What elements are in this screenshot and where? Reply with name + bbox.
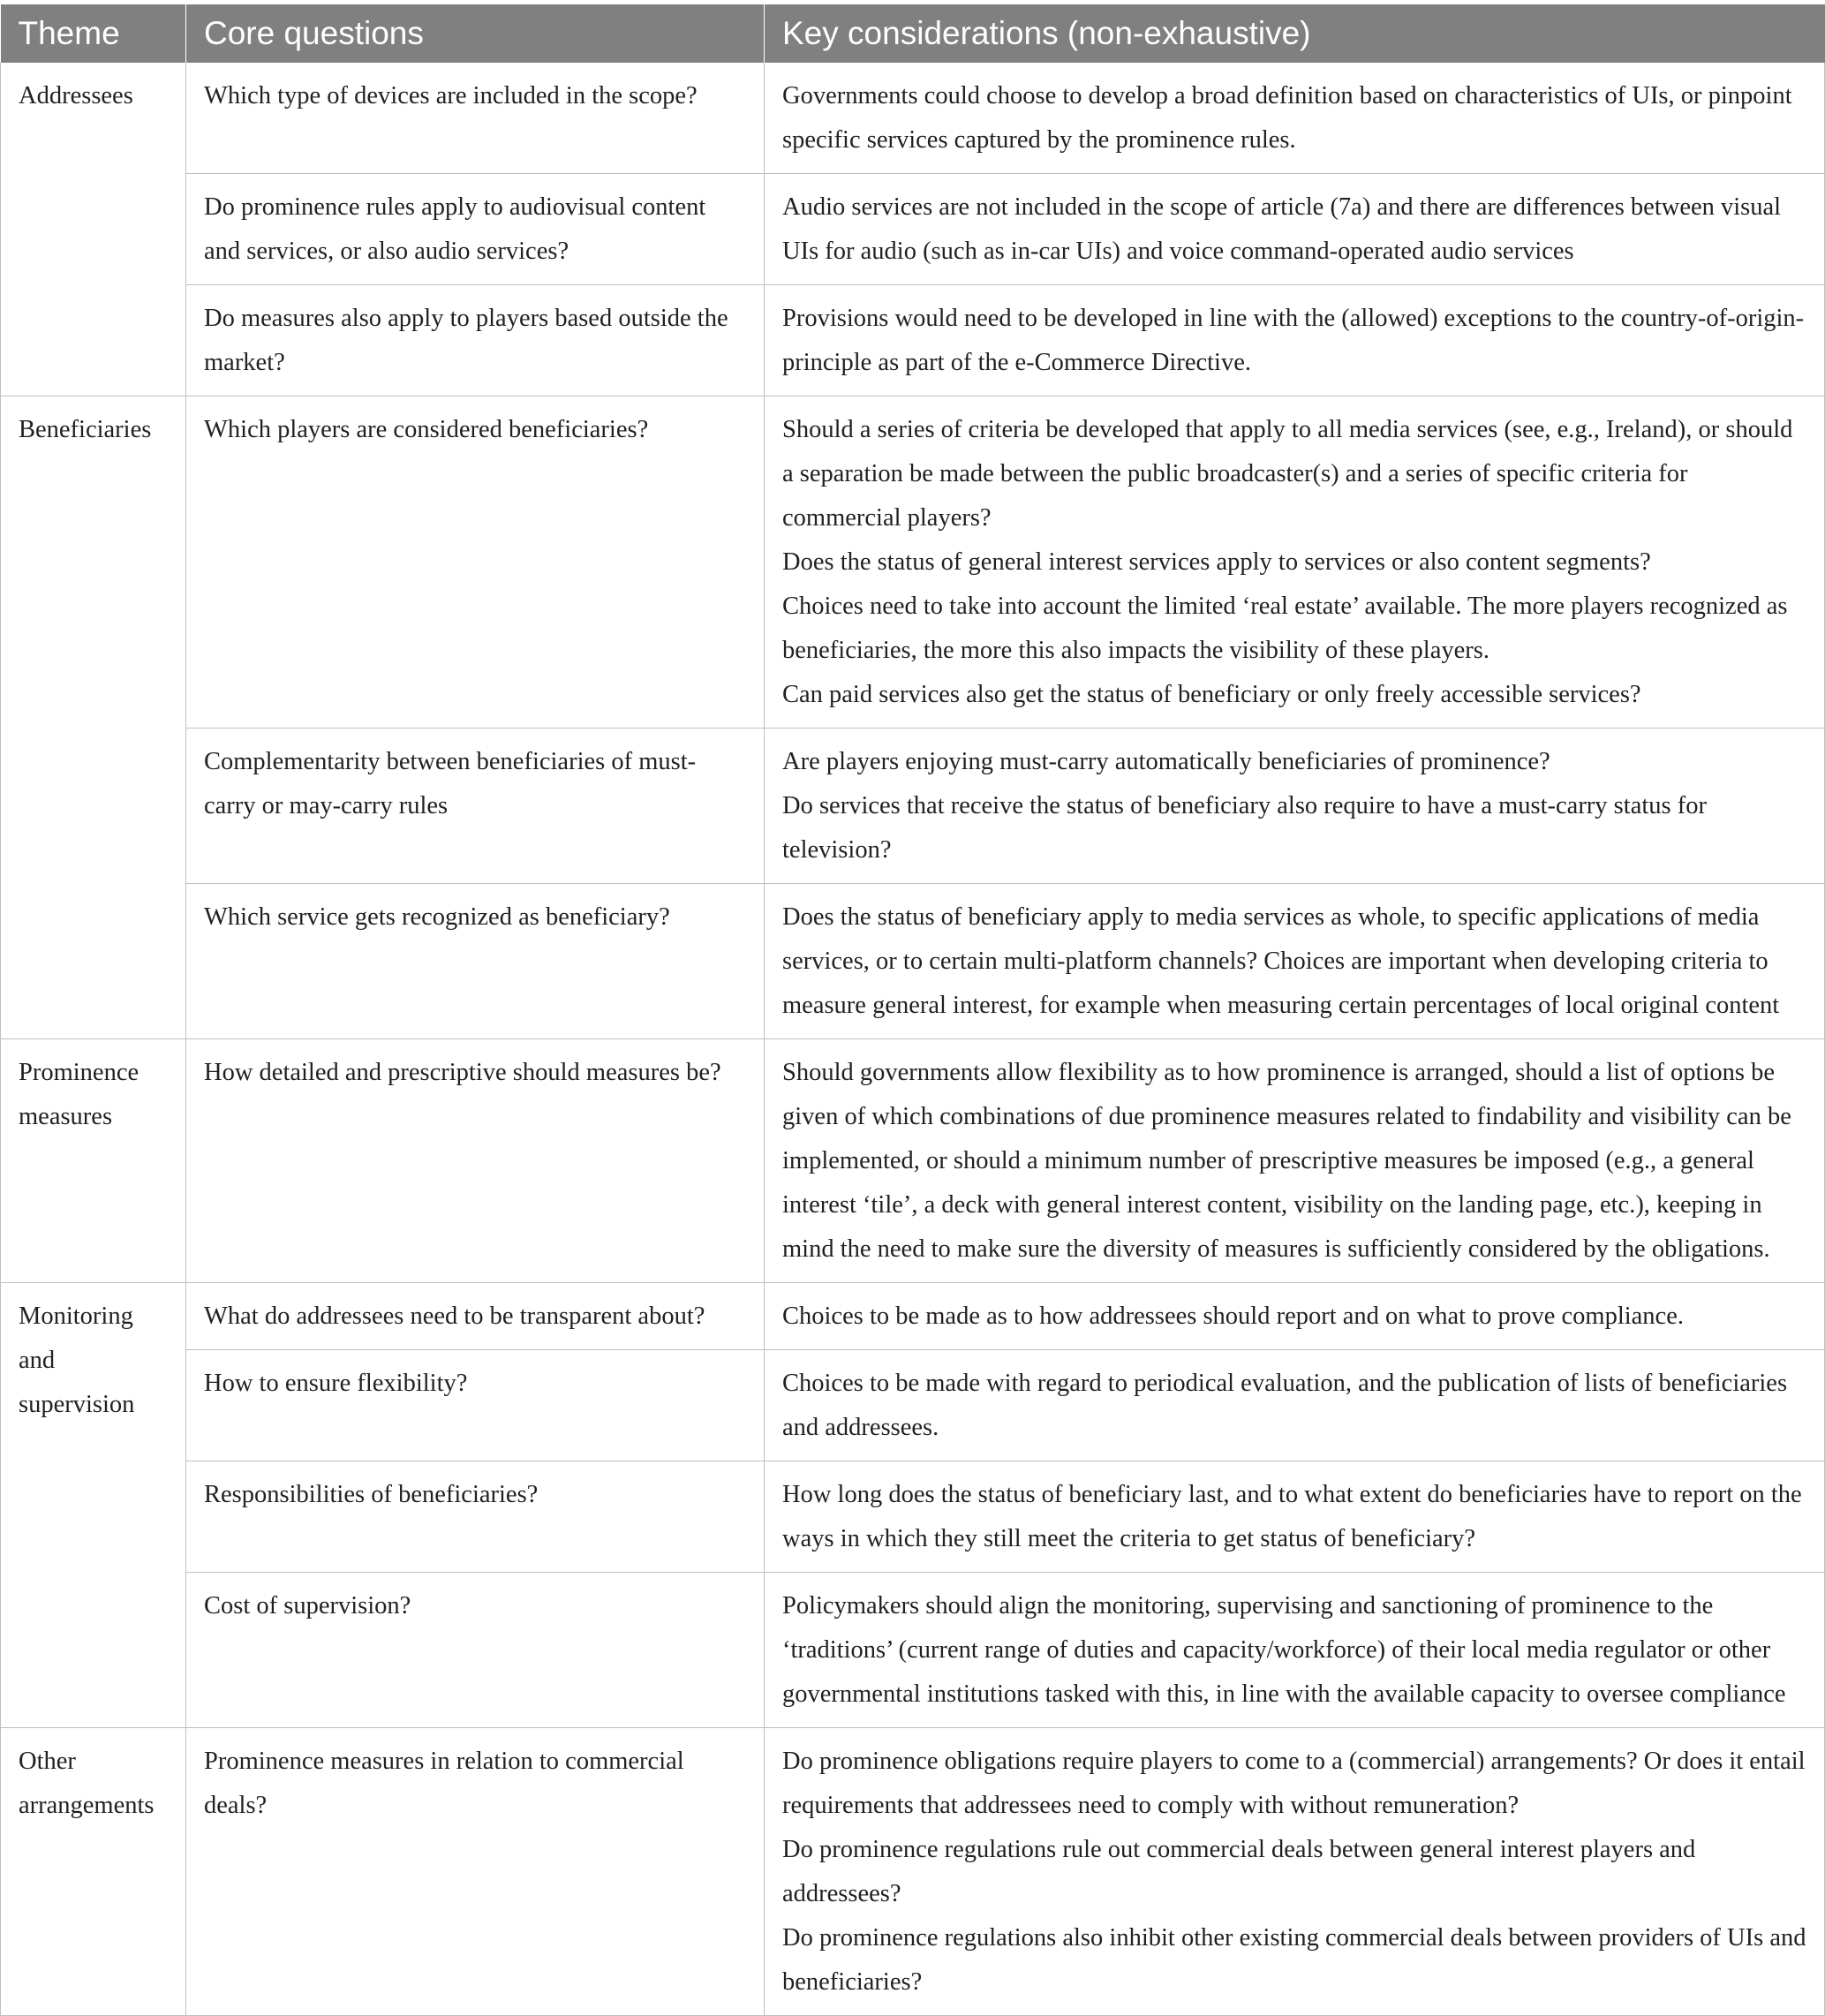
prominence-table-container [0,4,1824,2016]
header-key-considerations: Key considerations (non-exhaustive) [765,4,1825,63]
theme-cell: Addressees [1,63,186,396]
table-header-row [1,4,1825,63]
prominence-considerations-table [0,4,1825,2016]
consideration-text: Does the status of beneficiary apply to media services as whole, to specific applications of media services, or to certain multi-platform channels? Choices are important when developing criteria to measure general interest, for example when measuring certain percentages of local original content [782,903,1780,1019]
table-row [1,396,1825,729]
theme-cell: Beneficiaries [1,396,186,1039]
header-theme: Theme [1,4,186,63]
consideration-text: Do prominence regulations also inhibit other existing commercial deals between providers of UIs and beneficiaries? [782,1924,1806,1996]
core-question-cell: Which type of devices are included in the scope? [186,63,765,174]
consideration-text: Should governments allow flexibility as to how prominence is arranged, should a list of options be given of which combinations of due prominence measures related to findability and visibility can be implemented, or should a minimum number of prescriptive measures be imposed (e.g., a general interest ‘tile’, a deck with general interest content, visibility on the landing page, etc.), keeping in mind the need to make sure the diversity of measures is sufficiently considered by the obligations. [782,1059,1791,1263]
key-considerations-cell [765,63,1825,174]
theme-cell: Monitoring and supervision [1,1283,186,1728]
table-body [1,63,1825,2016]
consideration-text: How long does the status of beneficiary last, and to what extent do beneficiaries have to report on the ways in which they still meet the criteria to get status of beneficiary? [782,1481,1802,1552]
core-question-cell: How detailed and prescriptive should measures be? [186,1039,765,1283]
key-considerations-cell [765,884,1825,1039]
key-considerations-cell [765,396,1825,729]
consideration-text: Choices to be made as to how addressees should report and on what to prove compliance. [782,1302,1684,1330]
table-row [1,1728,1825,2016]
consideration-text: Governments could choose to develop a broad definition based on characteristics of UIs, or pinpoint specific services captured by the prominence rules. [782,82,1792,154]
core-question-cell: Do measures also apply to players based outside the market? [186,285,765,396]
key-considerations-cell [765,1573,1825,1728]
key-considerations-cell [765,285,1825,396]
consideration-text: Do prominence regulations rule out commercial deals between general interest players and addressees? [782,1836,1696,1907]
core-question-cell: Cost of supervision? [186,1573,765,1728]
consideration-text: Choices need to take into account the limited ‘real estate’ available. The more players recognized as beneficiaries, the more this also impacts the visibility of these players. [782,593,1788,664]
core-question-cell: How to ensure flexibility? [186,1350,765,1461]
core-question-cell: Do prominence rules apply to audiovisual content and services, or also audio services? [186,174,765,285]
table-row [1,884,1825,1039]
header-core-questions: Core questions [186,4,765,63]
table-row [1,1350,1825,1461]
consideration-text: Should a series of criteria be developed that apply to all media services (see, e.g., Ireland), or should a separation be made between the public broadcaster(s) and a series of specific criteria for commercial players? [782,416,1793,532]
key-considerations-cell [765,1728,1825,2016]
table-row [1,63,1825,174]
core-question-cell: Responsibilities of beneficiaries? [186,1461,765,1573]
consideration-text: Audio services are not included in the scope of article (7a) and there are differences between visual UIs for audio (such as in-car UIs) and voice command-operated audio services [782,193,1782,265]
core-question-cell: Which players are considered beneficiaries? [186,396,765,729]
consideration-text: Can paid services also get the status of beneficiary or only freely accessible services? [782,681,1641,708]
table-row [1,1039,1825,1283]
key-considerations-cell [765,174,1825,285]
table-row [1,1573,1825,1728]
consideration-text: Does the status of general interest services apply to services or also content segments? [782,548,1651,576]
consideration-text: Policymakers should align the monitoring, supervising and sanctioning of prominence to the ‘traditions’ (current range of duties and capacity/workforce) of their local media regulator or other governmental institutions tasked with this, in line with the available capacity to oversee compliance [782,1592,1786,1708]
key-considerations-cell [765,1350,1825,1461]
key-considerations-cell [765,1461,1825,1573]
core-question-cell: Prominence measures in relation to commercial deals? [186,1728,765,2016]
key-considerations-cell [765,729,1825,884]
key-considerations-cell [765,1039,1825,1283]
table-row [1,729,1825,884]
table-row [1,174,1825,285]
core-question-cell: Which service gets recognized as beneficiary? [186,884,765,1039]
consideration-text: Provisions would need to be developed in line with the (allowed) exceptions to the country-of-origin-principle as part of the e-Commerce Directive. [782,305,1805,376]
theme-cell: Other arrangements [1,1728,186,2016]
core-question-cell: Complementarity between beneficiaries of must-carry or may-carry rules [186,729,765,884]
core-question-cell: What do addressees need to be transparent about? [186,1283,765,1350]
table-row [1,1461,1825,1573]
key-considerations-cell [765,1283,1825,1350]
table-row [1,1283,1825,1350]
theme-cell: Prominence measures [1,1039,186,1283]
consideration-text: Are players enjoying must-carry automatically beneficiaries of prominence? [782,748,1550,775]
table-row [1,285,1825,396]
consideration-text: Do prominence obligations require players to come to a (commercial) arrangements? Or does it entail requirements that addressees need to comply with without remuneration? [782,1748,1806,1819]
consideration-text: Do services that receive the status of beneficiary also require to have a must-carry status for television? [782,792,1707,864]
consideration-text: Choices to be made with regard to periodical evaluation, and the publication of lists of beneficiaries and addressees. [782,1370,1788,1441]
